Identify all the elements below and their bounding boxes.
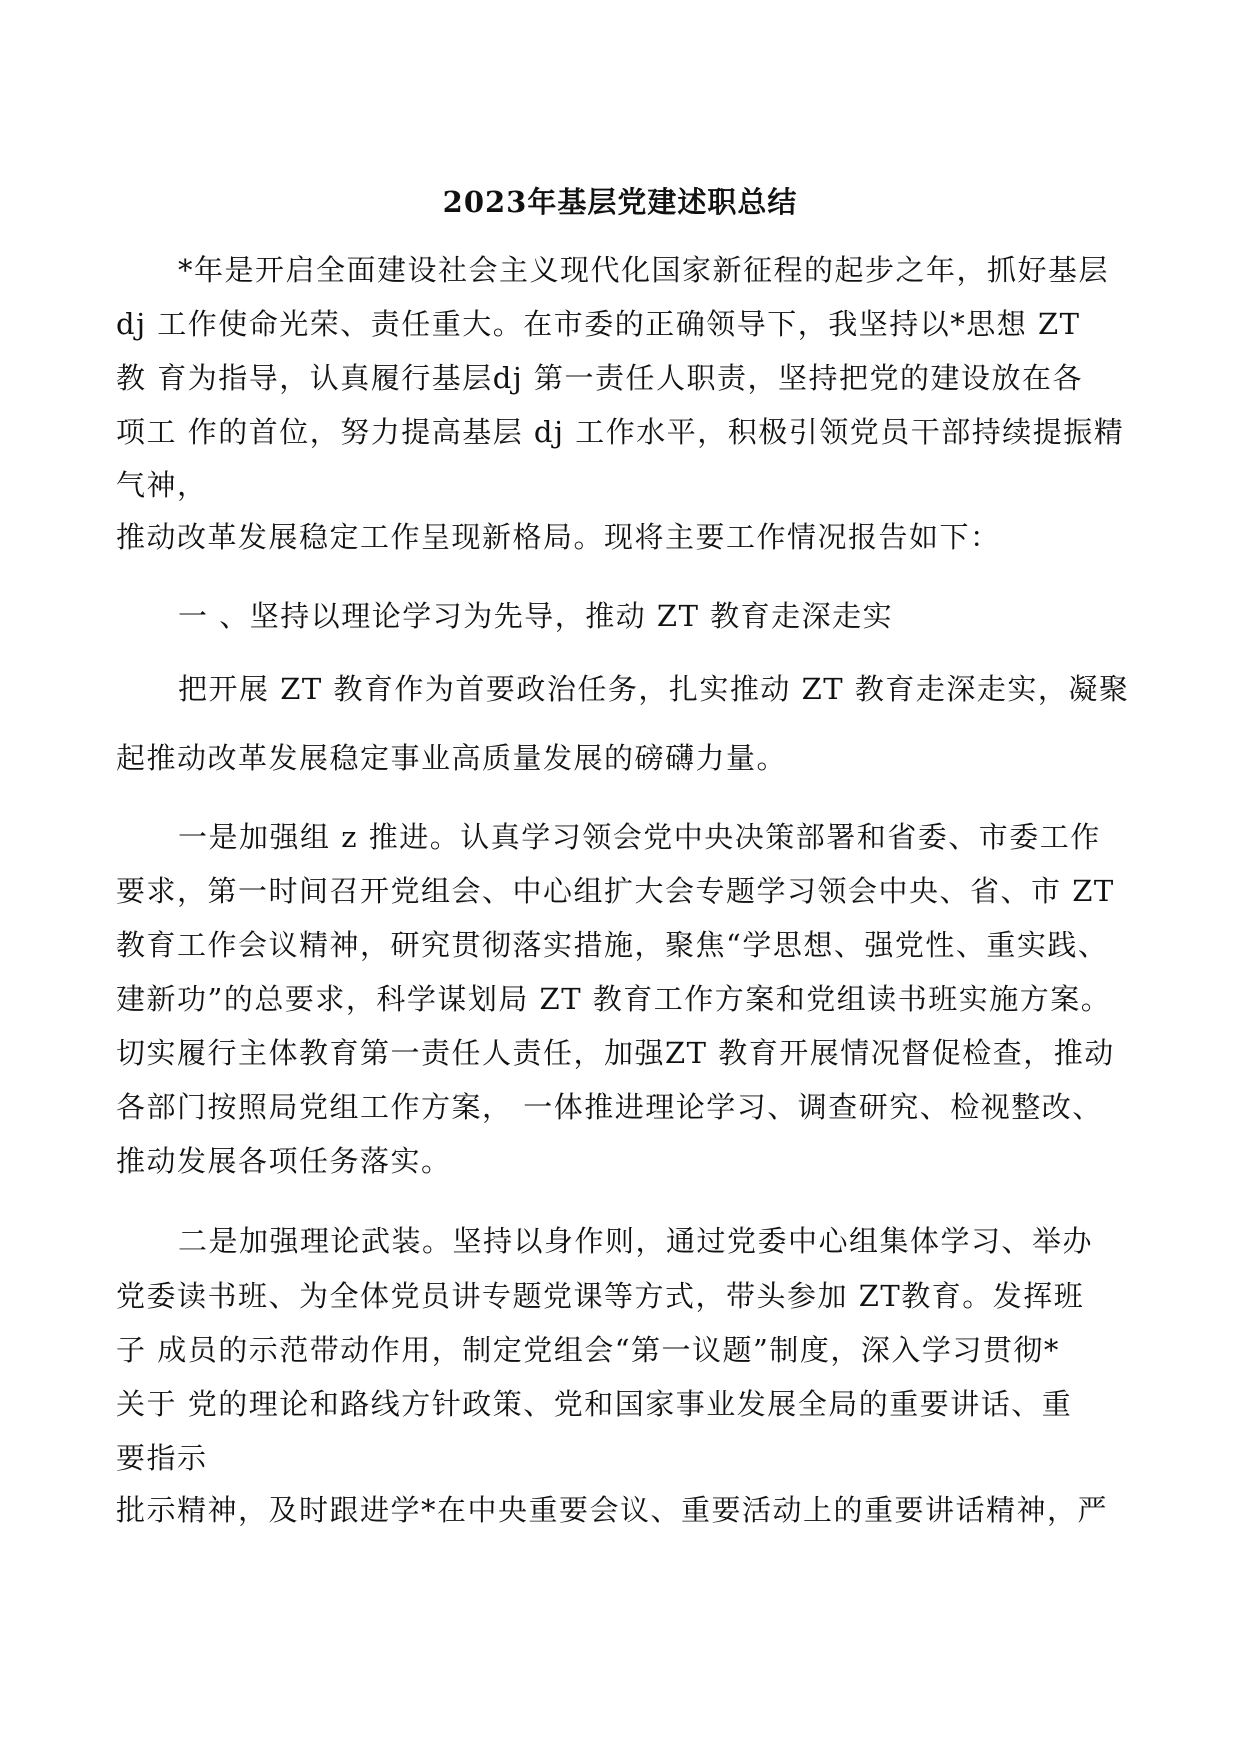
text-line: 要指示: [116, 1441, 208, 1475]
document-title: 2023年基层党建述职总结: [442, 185, 798, 219]
text-line: 教育工作会议精神，研究贯彻落实措施，聚焦“学思想、强党性、重实践、: [116, 928, 1109, 962]
text-line: 项工 作的首位，努力提高基层 dj 工作水平，积极引领党员干部持续提振精: [116, 415, 1125, 449]
text-line: 一是加强组 z 推进。认真学习领会党中央决策部署和省委、市委工作: [178, 820, 1101, 854]
text-line: 推动发展各项任务落实。: [116, 1144, 452, 1178]
text-line: 各部门按照局党组工作方案， 一体推进理论学习、调查研究、检视整改、: [116, 1090, 1103, 1124]
text-line: dj 工作使命光荣、责任重大。在市委的正确领导下，我坚持以*思想 ZT: [116, 307, 1081, 341]
text-line: 子 成员的示范带动作用，制定党组会“第一议题”制度，深入学习贯彻*: [116, 1333, 1060, 1367]
text-line: 切实履行主体教育第一责任人责任，加强ZT 教育开展情况督促检查，推动: [116, 1036, 1115, 1070]
text-line: 要求，第一时间召开党组会、中心组扩大会专题学习领会中央、省、市 ZT: [116, 874, 1115, 908]
section-heading: 一 、坚持以理论学习为先导，推动 ZT 教育走深走实: [178, 599, 894, 633]
text-line: 党委读书班、为全体党员讲专题党课等方式，带头参加 ZT教育。发挥班: [116, 1279, 1085, 1313]
text-line: 关于 党的理论和路线方针政策、党和国家事业发展全局的重要讲话、重: [116, 1387, 1073, 1421]
text-line: 建新功”的总要求，科学谋划局 ZT 教育工作方案和党组读书班实施方案。: [116, 982, 1112, 1016]
text-line: *年是开启全面建设社会主义现代化国家新征程的起步之年，抓好基层: [178, 253, 1110, 287]
text-line: 把开展 ZT 教育作为首要政治任务，扎实推动 ZT 教育走深走实，凝聚: [178, 672, 1130, 706]
text-line: 气神，: [116, 468, 208, 502]
text-line: 推动改革发展稳定工作呈现新格局。现将主要工作情况报告如下：: [116, 520, 1001, 554]
text-line: 二是加强理论武装。坚持以身作则，通过党委中心组集体学习、举办: [178, 1224, 1094, 1258]
text-line: 教 育为指导，认真履行基层dj 第一责任人职责，坚持把党的建设放在各: [116, 361, 1083, 395]
text-line: 起推动改革发展稳定事业高质量发展的磅礴力量。: [116, 741, 788, 775]
text-line: 批示精神，及时跟进学*在中央重要会议、重要活动上的重要讲话精神，严: [116, 1493, 1109, 1527]
